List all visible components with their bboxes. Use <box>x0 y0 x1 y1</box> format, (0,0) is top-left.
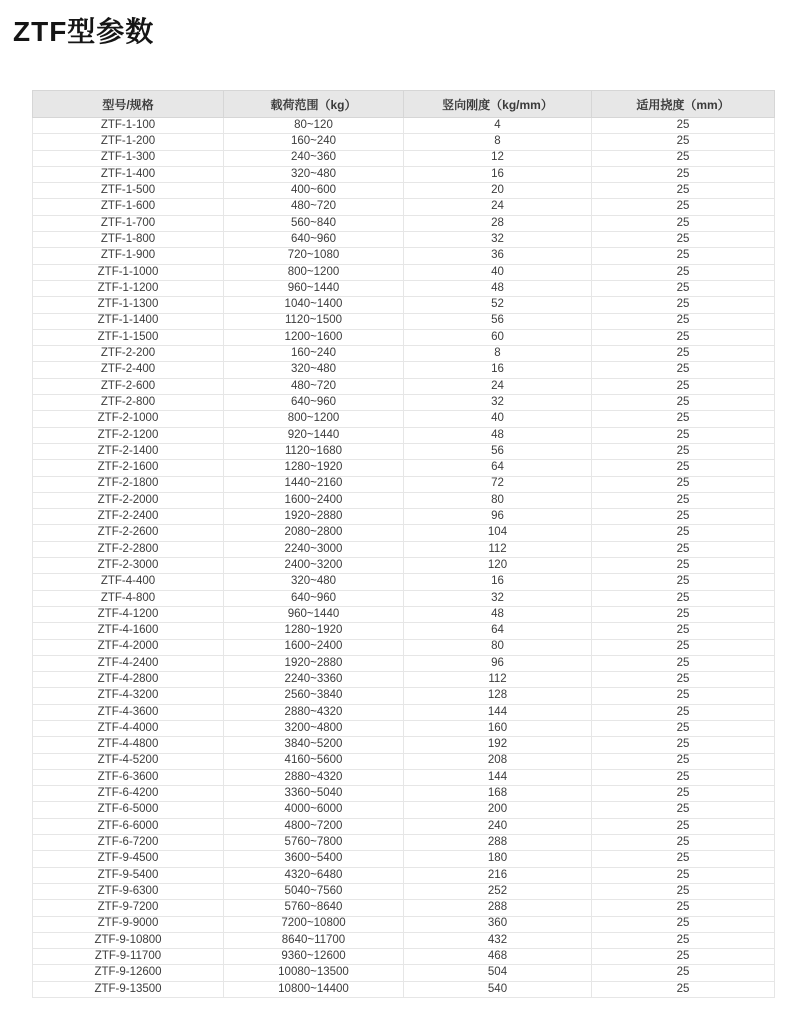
table-cell: 10080~13500 <box>224 965 404 981</box>
table-cell: 540 <box>404 981 592 997</box>
table-cell: 1120~1680 <box>224 443 404 459</box>
table-cell: 25 <box>592 720 775 736</box>
table-row <box>33 590 775 606</box>
table-row <box>33 264 775 280</box>
table-cell: ZTF-1-600 <box>33 199 224 215</box>
table-cell: 3200~4800 <box>224 720 404 736</box>
table-cell: 2240~3000 <box>224 541 404 557</box>
table-row <box>33 916 775 932</box>
table-cell: 48 <box>404 427 592 443</box>
table-row <box>33 753 775 769</box>
table-cell: 25 <box>592 297 775 313</box>
table-cell: 1280~1920 <box>224 460 404 476</box>
table-cell: ZTF-2-3000 <box>33 558 224 574</box>
table-cell: 25 <box>592 851 775 867</box>
table-cell: 25 <box>592 280 775 296</box>
table-cell: ZTF-4-3600 <box>33 704 224 720</box>
table-row <box>33 965 775 981</box>
table-cell: 112 <box>404 672 592 688</box>
table-row <box>33 248 775 264</box>
table-cell: ZTF-2-800 <box>33 395 224 411</box>
table-row <box>33 166 775 182</box>
table-cell: 2400~3200 <box>224 558 404 574</box>
table-cell: 2880~4320 <box>224 769 404 785</box>
table-row <box>33 623 775 639</box>
table-cell: 3840~5200 <box>224 737 404 753</box>
table-header <box>33 91 775 118</box>
table-cell: ZTF-2-1600 <box>33 460 224 476</box>
table-cell: 400~600 <box>224 183 404 199</box>
table-row <box>33 786 775 802</box>
table-row <box>33 737 775 753</box>
table-cell: 144 <box>404 769 592 785</box>
table-cell: ZTF-6-4200 <box>33 786 224 802</box>
table-row <box>33 672 775 688</box>
table-cell: 2240~3360 <box>224 672 404 688</box>
table-cell: ZTF-1-200 <box>33 134 224 150</box>
table-row <box>33 655 775 671</box>
table-cell: 25 <box>592 558 775 574</box>
table-cell: ZTF-9-4500 <box>33 851 224 867</box>
table-cell: 25 <box>592 378 775 394</box>
table-cell: 7200~10800 <box>224 916 404 932</box>
table-row <box>33 183 775 199</box>
table-row <box>33 297 775 313</box>
table-cell: ZTF-6-7200 <box>33 835 224 851</box>
table-row <box>33 541 775 557</box>
table-cell: 800~1200 <box>224 411 404 427</box>
table-cell: 640~960 <box>224 395 404 411</box>
table-cell: 640~960 <box>224 590 404 606</box>
table-cell: 1600~2400 <box>224 492 404 508</box>
table-cell: 25 <box>592 786 775 802</box>
table-cell: 800~1200 <box>224 264 404 280</box>
table-row <box>33 883 775 899</box>
table-cell: 25 <box>592 329 775 345</box>
table-cell: ZTF-4-4000 <box>33 720 224 736</box>
table-row <box>33 232 775 248</box>
table-cell: ZTF-2-1800 <box>33 476 224 492</box>
table-cell: ZTF-9-6300 <box>33 883 224 899</box>
table-cell: 25 <box>592 248 775 264</box>
table-cell: 72 <box>404 476 592 492</box>
table-cell: ZTF-6-3600 <box>33 769 224 785</box>
table-body <box>33 118 775 998</box>
table-cell: 25 <box>592 606 775 622</box>
table-row <box>33 215 775 231</box>
table-cell: 180 <box>404 851 592 867</box>
table-cell: 80 <box>404 639 592 655</box>
table-cell: 208 <box>404 753 592 769</box>
table-cell: 20 <box>404 183 592 199</box>
column-header: 载荷范围（kg） <box>224 91 404 118</box>
table-cell: 25 <box>592 916 775 932</box>
table-cell: 24 <box>404 199 592 215</box>
table-cell: 1440~2160 <box>224 476 404 492</box>
table-cell: 25 <box>592 346 775 362</box>
table-cell: 25 <box>592 753 775 769</box>
table-row <box>33 818 775 834</box>
table-cell: 288 <box>404 900 592 916</box>
table-cell: ZTF-4-2400 <box>33 655 224 671</box>
table-cell: 216 <box>404 867 592 883</box>
table-row <box>33 460 775 476</box>
table-cell: ZTF-2-2600 <box>33 525 224 541</box>
table-cell: ZTF-2-1000 <box>33 411 224 427</box>
table-cell: ZTF-4-400 <box>33 574 224 590</box>
table-cell: 25 <box>592 639 775 655</box>
table-cell: 920~1440 <box>224 427 404 443</box>
table-cell: 36 <box>404 248 592 264</box>
table-cell: 1120~1500 <box>224 313 404 329</box>
table-cell: 25 <box>592 965 775 981</box>
table-cell: 960~1440 <box>224 280 404 296</box>
table-cell: 320~480 <box>224 166 404 182</box>
table-row <box>33 395 775 411</box>
table-cell: 1920~2880 <box>224 509 404 525</box>
table-cell: ZTF-4-5200 <box>33 753 224 769</box>
table-cell: 64 <box>404 623 592 639</box>
table-row <box>33 427 775 443</box>
table-row <box>33 802 775 818</box>
table-row <box>33 639 775 655</box>
table-cell: 432 <box>404 932 592 948</box>
table-cell: 120 <box>404 558 592 574</box>
table-cell: 24 <box>404 378 592 394</box>
table-cell: 25 <box>592 867 775 883</box>
table-cell: ZTF-2-400 <box>33 362 224 378</box>
table-cell: 240 <box>404 818 592 834</box>
table-cell: 160 <box>404 720 592 736</box>
table-cell: 1600~2400 <box>224 639 404 655</box>
table-cell: 960~1440 <box>224 606 404 622</box>
table-cell: 5760~7800 <box>224 835 404 851</box>
table-cell: ZTF-4-1600 <box>33 623 224 639</box>
table-cell: 720~1080 <box>224 248 404 264</box>
table-row <box>33 851 775 867</box>
table-cell: ZTF-2-600 <box>33 378 224 394</box>
table-row <box>33 867 775 883</box>
table-cell: 25 <box>592 541 775 557</box>
table-cell: ZTF-4-800 <box>33 590 224 606</box>
table-cell: 160~240 <box>224 346 404 362</box>
table-cell: 8 <box>404 134 592 150</box>
table-cell: 25 <box>592 313 775 329</box>
table-row <box>33 688 775 704</box>
column-header: 竖向刚度（kg/mm） <box>404 91 592 118</box>
table-cell: ZTF-1-400 <box>33 166 224 182</box>
table-cell: 288 <box>404 835 592 851</box>
table-cell: ZTF-1-100 <box>33 118 224 134</box>
table-cell: 32 <box>404 232 592 248</box>
table-row <box>33 134 775 150</box>
table-cell: 80~120 <box>224 118 404 134</box>
table-cell: 9360~12600 <box>224 949 404 965</box>
table-row <box>33 949 775 965</box>
table-cell: 16 <box>404 166 592 182</box>
table-cell: 48 <box>404 606 592 622</box>
table-cell: 25 <box>592 623 775 639</box>
table-cell: ZTF-1-1200 <box>33 280 224 296</box>
table-cell: 25 <box>592 492 775 508</box>
table-cell: ZTF-9-9000 <box>33 916 224 932</box>
table-cell: 25 <box>592 166 775 182</box>
table-cell: 1200~1600 <box>224 329 404 345</box>
table-cell: ZTF-9-11700 <box>33 949 224 965</box>
table-cell: ZTF-2-2400 <box>33 509 224 525</box>
table-cell: 25 <box>592 574 775 590</box>
table-cell: ZTF-1-900 <box>33 248 224 264</box>
table-cell: 5040~7560 <box>224 883 404 899</box>
table-cell: 10800~14400 <box>224 981 404 997</box>
table-row <box>33 835 775 851</box>
table-cell: 32 <box>404 590 592 606</box>
table-cell: 25 <box>592 427 775 443</box>
table-cell: 25 <box>592 672 775 688</box>
table-cell: 25 <box>592 737 775 753</box>
table-row <box>33 118 775 134</box>
table-cell: ZTF-1-700 <box>33 215 224 231</box>
table-cell: 25 <box>592 981 775 997</box>
table-row <box>33 932 775 948</box>
table-cell: ZTF-4-2000 <box>33 639 224 655</box>
table-cell: 1280~1920 <box>224 623 404 639</box>
table-cell: 96 <box>404 509 592 525</box>
table-cell: 144 <box>404 704 592 720</box>
table-cell: 25 <box>592 932 775 948</box>
table-row <box>33 476 775 492</box>
table-cell: 112 <box>404 541 592 557</box>
table-cell: 25 <box>592 949 775 965</box>
table-cell: 16 <box>404 362 592 378</box>
table-cell: ZTF-2-2800 <box>33 541 224 557</box>
table-cell: 252 <box>404 883 592 899</box>
table-cell: 240~360 <box>224 150 404 166</box>
table-row <box>33 346 775 362</box>
table-cell: 1040~1400 <box>224 297 404 313</box>
table-cell: 8640~11700 <box>224 932 404 948</box>
table-cell: 2880~4320 <box>224 704 404 720</box>
table-cell: ZTF-2-1400 <box>33 443 224 459</box>
table-cell: 8 <box>404 346 592 362</box>
table-cell: ZTF-2-2000 <box>33 492 224 508</box>
table-cell: 4800~7200 <box>224 818 404 834</box>
table-row <box>33 443 775 459</box>
table-cell: ZTF-1-800 <box>33 232 224 248</box>
table-row <box>33 313 775 329</box>
table-cell: 25 <box>592 655 775 671</box>
table-row <box>33 558 775 574</box>
table-cell: ZTF-9-7200 <box>33 900 224 916</box>
table-row <box>33 199 775 215</box>
table-cell: ZTF-2-200 <box>33 346 224 362</box>
table-cell: 52 <box>404 297 592 313</box>
table-cell: 80 <box>404 492 592 508</box>
table-cell: 4 <box>404 118 592 134</box>
table-cell: 480~720 <box>224 378 404 394</box>
table-cell: 560~840 <box>224 215 404 231</box>
table-row <box>33 150 775 166</box>
table-cell: ZTF-1-1500 <box>33 329 224 345</box>
table-cell: ZTF-9-12600 <box>33 965 224 981</box>
table-cell: 25 <box>592 443 775 459</box>
table-cell: 96 <box>404 655 592 671</box>
table-cell: 25 <box>592 118 775 134</box>
table-cell: 25 <box>592 509 775 525</box>
table-cell: 64 <box>404 460 592 476</box>
table-cell: 640~960 <box>224 232 404 248</box>
table-cell: 56 <box>404 313 592 329</box>
table-cell: 25 <box>592 900 775 916</box>
table-cell: 480~720 <box>224 199 404 215</box>
table-cell: ZTF-9-10800 <box>33 932 224 948</box>
table-cell: 320~480 <box>224 362 404 378</box>
table-cell: 3600~5400 <box>224 851 404 867</box>
table-row <box>33 411 775 427</box>
table-cell: 2560~3840 <box>224 688 404 704</box>
table-cell: 25 <box>592 395 775 411</box>
table-cell: 25 <box>592 835 775 851</box>
table-cell: 4320~6480 <box>224 867 404 883</box>
page-title: ZTF型参数 <box>13 16 155 47</box>
table-row <box>33 509 775 525</box>
table-cell: 468 <box>404 949 592 965</box>
table-cell: 504 <box>404 965 592 981</box>
table-cell: 40 <box>404 411 592 427</box>
table-cell: 12 <box>404 150 592 166</box>
table-cell: ZTF-6-6000 <box>33 818 224 834</box>
table-cell: ZTF-1-1000 <box>33 264 224 280</box>
column-header: 型号/规格 <box>33 91 224 118</box>
table-cell: ZTF-6-5000 <box>33 802 224 818</box>
table-cell: 25 <box>592 525 775 541</box>
table-cell: ZTF-9-13500 <box>33 981 224 997</box>
table-cell: 25 <box>592 232 775 248</box>
table-row <box>33 606 775 622</box>
table-row <box>33 378 775 394</box>
table-row <box>33 329 775 345</box>
table-cell: 25 <box>592 183 775 199</box>
table-row <box>33 704 775 720</box>
table-cell: 25 <box>592 264 775 280</box>
table-cell: 25 <box>592 883 775 899</box>
table-row <box>33 362 775 378</box>
table-cell: 25 <box>592 460 775 476</box>
table-cell: 5760~8640 <box>224 900 404 916</box>
table-row <box>33 769 775 785</box>
table-row <box>33 720 775 736</box>
table-cell: 25 <box>592 802 775 818</box>
table-cell: 320~480 <box>224 574 404 590</box>
table-cell: 2080~2800 <box>224 525 404 541</box>
column-header: 适用挠度（mm） <box>592 91 775 118</box>
table-cell: 25 <box>592 215 775 231</box>
table-cell: 32 <box>404 395 592 411</box>
table-cell: 200 <box>404 802 592 818</box>
table-cell: 4160~5600 <box>224 753 404 769</box>
table-cell: ZTF-1-300 <box>33 150 224 166</box>
table-row <box>33 900 775 916</box>
table-cell: 25 <box>592 704 775 720</box>
table-cell: 192 <box>404 737 592 753</box>
table-cell: 16 <box>404 574 592 590</box>
table-cell: 60 <box>404 329 592 345</box>
table-cell: 168 <box>404 786 592 802</box>
table-cell: 104 <box>404 525 592 541</box>
table-cell: 25 <box>592 411 775 427</box>
table-cell: 128 <box>404 688 592 704</box>
table-cell: ZTF-1-1400 <box>33 313 224 329</box>
table-cell: 40 <box>404 264 592 280</box>
table-cell: 25 <box>592 476 775 492</box>
table-cell: 56 <box>404 443 592 459</box>
table-cell: 360 <box>404 916 592 932</box>
table-cell: ZTF-4-1200 <box>33 606 224 622</box>
table-row <box>33 280 775 296</box>
table-cell: 4000~6000 <box>224 802 404 818</box>
table-cell: 3360~5040 <box>224 786 404 802</box>
table-cell: 25 <box>592 818 775 834</box>
table-cell: 25 <box>592 769 775 785</box>
table-cell: 28 <box>404 215 592 231</box>
table-row <box>33 492 775 508</box>
table-cell: ZTF-4-4800 <box>33 737 224 753</box>
table-cell: 25 <box>592 199 775 215</box>
parameters-table <box>32 90 775 998</box>
table-cell: 1920~2880 <box>224 655 404 671</box>
table-row <box>33 525 775 541</box>
table-cell: 25 <box>592 590 775 606</box>
table-cell: ZTF-4-2800 <box>33 672 224 688</box>
table-cell: ZTF-1-1300 <box>33 297 224 313</box>
table-cell: ZTF-2-1200 <box>33 427 224 443</box>
table-cell: 48 <box>404 280 592 296</box>
table-cell: ZTF-1-500 <box>33 183 224 199</box>
table-cell: 25 <box>592 134 775 150</box>
table-row <box>33 574 775 590</box>
table-cell: 25 <box>592 362 775 378</box>
table-cell: 25 <box>592 688 775 704</box>
table-cell: ZTF-9-5400 <box>33 867 224 883</box>
table-cell: 25 <box>592 150 775 166</box>
table-cell: ZTF-4-3200 <box>33 688 224 704</box>
table-cell: 160~240 <box>224 134 404 150</box>
table-header-row <box>33 91 775 118</box>
table-row <box>33 981 775 997</box>
